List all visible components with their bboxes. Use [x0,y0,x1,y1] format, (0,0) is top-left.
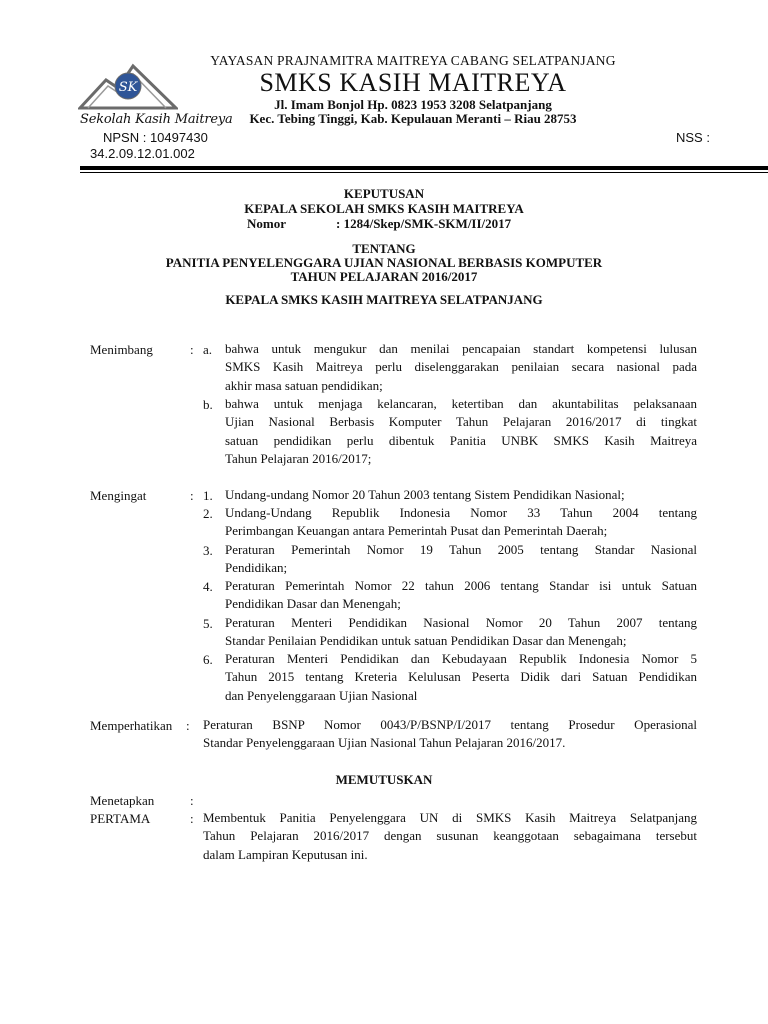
mengingat-item-2 [225,504,697,541]
menimbang-label: Menimbang [90,342,153,357]
text-line: dalam Lampiran Keputusan ini. [203,846,368,862]
text-line: dan Penyelenggaraan Ujian Nasional [225,687,418,703]
text-line: Pendidikan; [225,560,288,576]
mengingat-item-1 [225,486,697,504]
menetapkan-colon: : [190,793,194,808]
logo-caption: Sekolah Kasih Maitreya [80,112,233,127]
doc-issuer-title: KEPALA SEKOLAH SMKS KASIH MAITREYA [244,201,524,216]
menimbang-colon: : [190,342,194,357]
mengingat-marker-1: 1. [203,488,213,503]
text-line: akhir masa satuan pendidikan; [225,377,383,393]
subject-line-2: TAHUN PELAJARAN 2016/2017 [290,269,478,284]
menimbang-item-a [225,340,697,395]
text-line: Peraturan Pemerintah Nomor 22 tahun 2006 tentang Standar isi untuk Satuan [225,578,697,593]
text-line: Perimbangan Keuangan antara Pemerintah Pusat dan Pemerintah Daerah; [225,523,608,539]
text-line: Ujian Nasional Berbasis Komputer Tahun Pelajaran 2016/2017 di tingkat [225,414,697,430]
mengingat-marker-3: 3. [203,543,213,558]
address-line-2: Kec. Tebing Tinggi, Kab. Kepulauan Meranti – Riau 28753 [249,111,577,126]
text-line: bahwa untuk mengukur dan menilai pencapaian standart kompetensi lulusan [225,341,697,356]
doc-number-label: Nomor [247,216,286,231]
menetapkan-label: Menetapkan [90,793,155,808]
pertama-label: PERTAMA [90,811,151,826]
memutuskan-heading: MEMUTUSKAN [335,772,433,787]
doc-number [247,216,512,232]
address-line-1: Jl. Imam Bonjol Hp. 0823 1953 3208 Selatpanjang [274,97,552,112]
mengingat-item-4 [225,577,697,614]
text-line: Tahun Pelajaran 2016/2017 dengan susunan keanggotaan sebagaimana tersebut [203,828,697,844]
mengingat-marker-4: 4. [203,579,213,594]
nss: NSS : [676,130,710,145]
school-name: SMKS KASIH MAITREYA [259,68,567,97]
pertama-text [203,809,697,864]
menimbang-item-b [225,395,697,468]
text-line: bahwa untuk menjaga kelancaran, ketertiban dan akuntabilitas pelaksanaan [225,396,697,411]
text-line: Standar Penyelenggaraan Ujian Nasional Tahun Pelajaran 2016/2017. [203,735,566,751]
memperhatikan-label: Memperhatikan [90,718,173,733]
text-line: Undang-Undang Republik Indonesia Nomor 33 Tahun 2004 tentang [225,505,697,520]
mengingat-item-6 [225,650,697,705]
subject-line-1: PANITIA PENYELENGGARA UJIAN NASIONAL BERBASIS KOMPUTER [165,255,603,270]
doc-number-value: : 1284/Skep/SMK-SKM/II/2017 [336,216,512,231]
pertama-colon: : [190,811,194,826]
text-line: Peraturan BSNP Nomor 0043/P/BSNP/I/2017 tentang Prosedur Operasional [203,717,697,732]
memperhatikan-colon: : [186,718,190,733]
memperhatikan-text [203,716,697,753]
doc-type: KEPUTUSAN [343,186,425,201]
text-line: Membentuk Panitia Penyelenggara UN di SMKS Kasih Maitreya Selatpanjang [203,810,697,825]
text-line: Peraturan Menteri Pendidikan dan Kebudayaan Republik Indonesia Nomor 5 [225,651,697,666]
mengingat-marker-6: 6. [203,652,213,667]
mengingat-marker-5: 5. [203,616,213,631]
text-line: SMKS Kasih Maitreya perlu diselenggarakan penilaian secara nasional pada [225,359,697,375]
mengingat-label: Mengingat [90,488,147,503]
menimbang-marker-b: b. [203,397,213,412]
npsn-code: 34.2.09.12.01.002 [90,146,195,161]
header-rule-thick [80,166,768,170]
text-line: Standar Penilaian Pendidikan untuk satuan Pendidikan Dasar dan Menengah; [225,633,627,649]
svg-text:SK: SK [118,80,138,95]
mengingat-item-3 [225,541,697,578]
text-line: Tahun Pelajaran 2016/2017; [225,450,372,466]
text-line: Pendidikan Dasar dan Menengah; [225,596,401,612]
foundation-name: YAYASAN PRAJNAMITRA MAITREYA CABANG SELATPANJANG [210,53,616,68]
text-line: Peraturan Menteri Pendidikan Nasional Nomor 20 Tahun 2007 tentang [225,615,697,630]
mengingat-colon: : [190,488,194,503]
menimbang-marker-a: a. [203,342,213,357]
header-rule-thin [80,172,768,173]
issuer-heading: KEPALA SMKS KASIH MAITREYA SELATPANJANG [225,292,543,307]
mengingat-item-5 [225,614,697,651]
text-line: Undang-undang Nomor 20 Tahun 2003 tentang Sistem Pendidikan Nasional; [225,487,625,502]
npsn: NPSN : 10497430 [103,130,208,145]
text-line: satuan pendidikan perlu dibentuk Panitia UNBK SMKS Kasih Maitreya [225,432,697,448]
text-line: Tahun 2015 tentang Kreteria Kelulusan Peserta Didik dari Satuan Pendidikan [225,669,697,685]
tentang-heading: TENTANG [352,241,416,256]
text-line: Peraturan Pemerintah Nomor 19 Tahun 2005 tentang Standar Nasional [225,542,697,557]
mengingat-marker-2: 2. [203,506,213,521]
